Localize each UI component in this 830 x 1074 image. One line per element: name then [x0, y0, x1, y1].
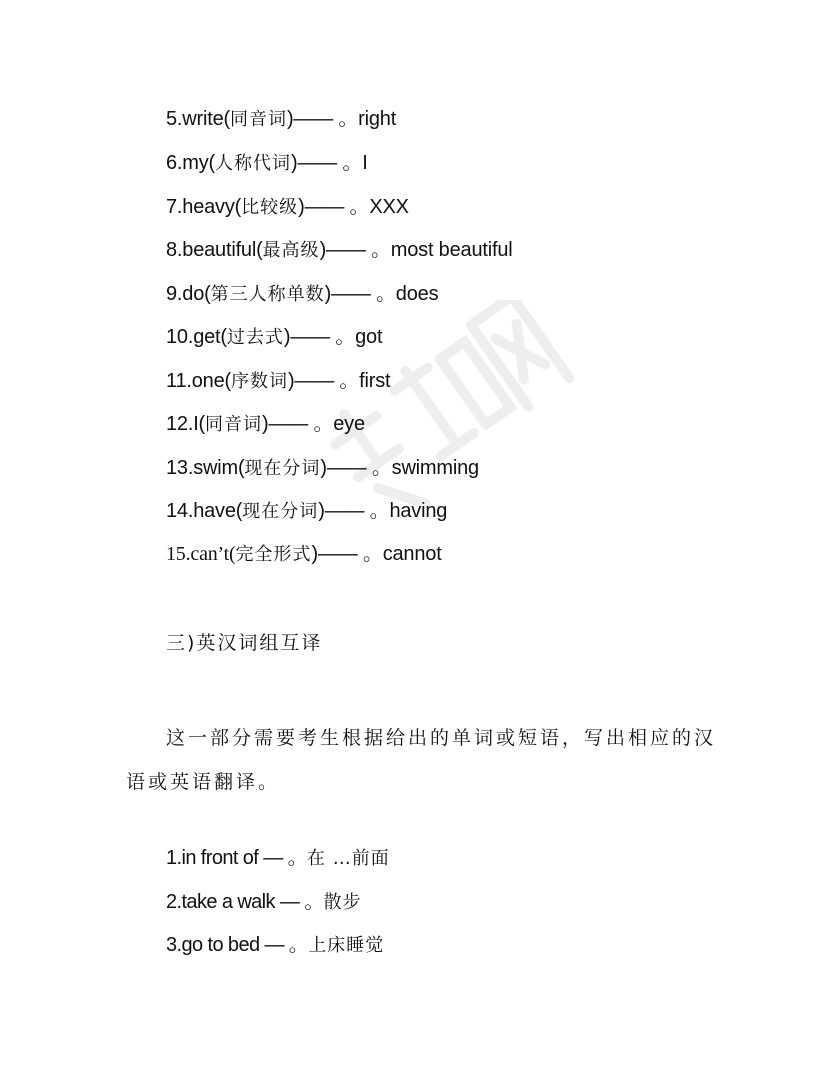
- word-form-item-14: 14.have(现在分词)—— 。having: [166, 500, 448, 522]
- phrase-item-1: 1.in front of — 。在 …前面: [166, 847, 390, 869]
- word-form-item-6: 6.my(人称代词)—— 。I: [166, 152, 368, 174]
- word-form-item-9: 9.do(第三人称单数)—— 。does: [166, 283, 439, 305]
- word-form-item-13: 13.swim(现在分词)—— 。swimming: [166, 457, 479, 479]
- word-form-item-11: 11.one(序数词)—— 。first: [166, 370, 391, 392]
- phrase-item-3: 3.go to bed — 。上床睡觉: [166, 934, 385, 956]
- word-form-item-15: 15.can’t(完全形式)—— 。cannot: [166, 543, 442, 565]
- instruction-paragraph: 这一部分需要考生根据给出的单词或短语，写出相应的汉语或英语翻译。: [126, 727, 717, 793]
- word-form-item-10: 10.get(过去式)—— 。got: [166, 326, 383, 348]
- word-form-item-5: 5.write(同音词)—— 。right: [166, 108, 397, 130]
- section-heading: 三)英汉词组互译: [166, 632, 323, 654]
- word-form-item-12: 12.I(同音词)—— 。eye: [166, 413, 365, 435]
- word-form-item-7: 7.heavy(比较级)—— 。XXX: [166, 196, 409, 218]
- phrase-item-2: 2.take a walk — 。散步: [166, 891, 362, 913]
- word-form-item-8: 8.beautiful(最高级)—— 。most beautiful: [166, 239, 513, 261]
